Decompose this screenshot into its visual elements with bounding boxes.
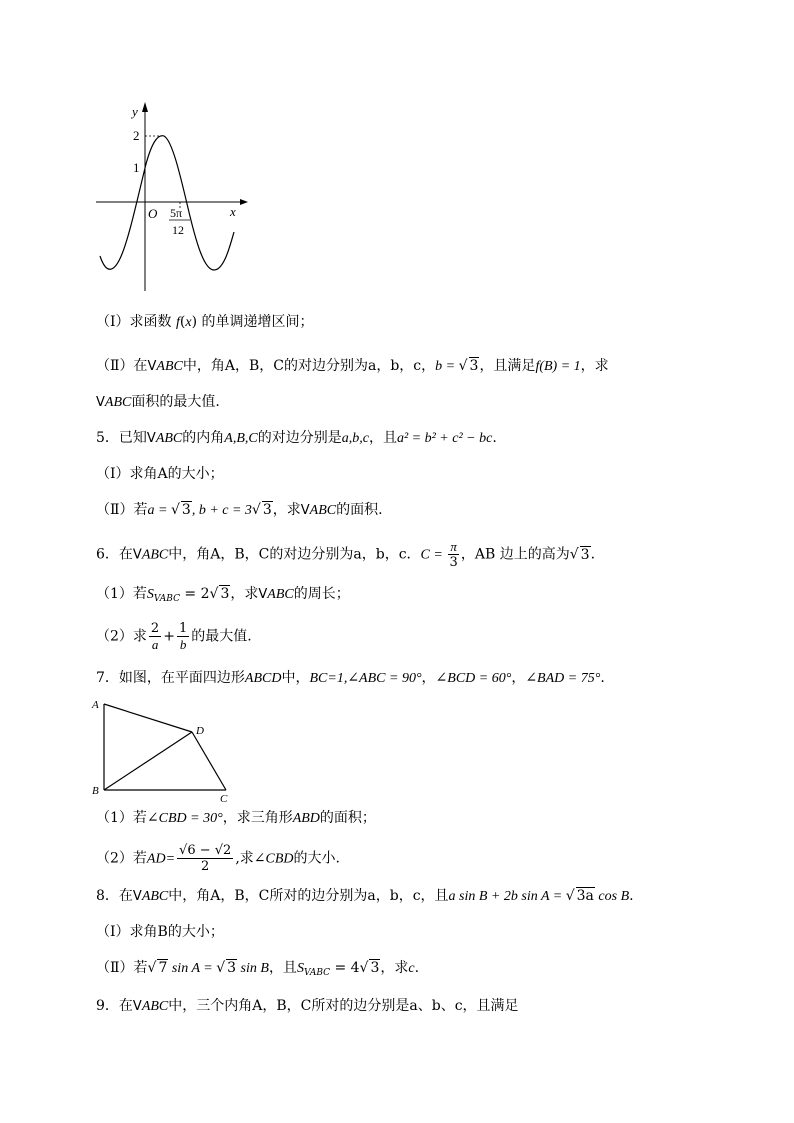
q6-f1-num: 2 [150,621,160,636]
q8-p2-c: c [408,961,415,976]
q4-line2-tri: ABC [104,395,132,410]
q8-p2-s: S [296,961,304,976]
q6-p1-end: 的周长； [293,586,350,602]
q7-angle2: ∠BCD = 60° [435,671,512,686]
q6-tri: ABC [141,547,169,563]
q5-angles: A,B,C [224,431,258,446]
q6-eq-c: C = [420,547,447,563]
x-mark-numerator: 5π [170,206,183,220]
q9-stem [96,996,519,1017]
q6-p1-sqrt: 3 [220,586,230,602]
q6-text2: ，AB 边上的高为 [460,546,570,563]
triangle-symbol: V [132,999,142,1014]
q7-quad: ABCD [244,671,282,686]
q4-part2-mid: 中，角A，B，C的对边分别为a，b，c， [182,358,436,374]
triangle-symbol: V [146,431,156,446]
q4-part2: （Ⅱ）在VABC中，角A，B，C的对边分别为a，b，c，b = √ 3，且满足f(B) = 1，求 [96,358,609,374]
triangle-symbol: V [132,547,142,563]
q6-part2 [96,622,252,651]
q8-eq: a sin B + 2b sin A = [448,889,566,904]
q4-func-var: x [185,315,192,330]
q8-part1: （Ⅰ）求角B的大小； [96,924,224,940]
q4-part2-prefix: （Ⅱ）在 [96,358,148,374]
q8-p2-sqrt4: 3 [370,960,380,976]
q6-f2-den: b [179,637,187,652]
q7-bc: BC=1, [309,671,348,686]
q7-angle3: ∠BAD = 75° [525,671,601,686]
q7-part1 [96,808,376,829]
q5-part2-prefix: （Ⅱ）若 [96,502,148,518]
q9-text: 中，三个内角A，B，C所对的边分别是a、b、c，且满足 [168,998,519,1014]
q6-f2-num: 1 [178,621,188,636]
q4-cond-sqrt: 3 [469,358,479,374]
origin-label: O [148,206,158,221]
vertex-a: A [92,699,99,711]
q4-func-name: f [175,315,180,330]
q6-frac-num: π [450,539,457,554]
q6-lead: 6．在 [96,546,133,563]
q5-equation: a² = b² + c² − bc [396,431,493,446]
q4-tri: ABC [156,359,183,374]
vertex-c: C [220,793,228,805]
q5-sides: a,b,c [341,431,369,446]
q8-p2-sub: VABC [303,968,330,978]
q7-part2 [96,844,340,873]
q8-end: . [629,888,634,904]
q8-p2-prefix: （Ⅱ）若 [96,960,148,976]
triangle-symbol: V [300,503,310,518]
triangle-symbol: V [147,359,157,374]
q7-text1: 中， [281,670,310,686]
q7-p2-angle: ∠CBD [253,851,294,867]
q8-eq-tail: cos B [594,889,630,904]
sine-curve [100,136,234,270]
q7-p2-den: 2 [201,859,210,874]
q5-part2-tri: ABC [309,503,337,518]
q7-stem [96,668,605,689]
sine-graph [88,96,258,296]
q4-cond-mid: ，且满足 [479,358,536,374]
q6-pi-over-3 [448,540,459,569]
q5-text1: 的内角 [182,430,225,446]
side-cd [192,732,226,790]
q7-p2-num: √6 − √2 [179,843,232,858]
q5-part2-end: 的面积. [336,502,383,518]
q8-tri: ABC [141,889,169,904]
y-tick-2: 2 [133,128,140,143]
q7-p1-text: ，求三角形 [222,810,293,826]
x-axis-label: x [230,204,236,219]
q5-tri: ABC [155,431,183,446]
q6-p1-tri: ABC [267,587,294,602]
triangle-symbol: V [96,395,105,410]
q5-lead: 5．已知 [96,430,147,446]
q6-p1-prefix: （1）若 [96,586,147,602]
q4-part1-prefix: （Ⅰ）求函数 [96,314,172,330]
q4-line2-text: 面积的最大值. [131,394,220,410]
q8-part2: （Ⅱ）若√ 7 sin A = √ 3 sin B，且$S_{VABC} = 4√$ 3，求c. [96,960,420,978]
q7-p1-prefix: （1）若 [96,810,147,826]
q5-part2-eq2: , b + c = 3 [191,503,252,518]
q6-plus: + [163,628,175,645]
q7-p2-end: 的大小. [293,850,340,867]
q8-p2-eq3: = 4 [330,960,360,976]
q7-end: . [600,670,605,686]
q6-p1-s: S [146,587,154,602]
q5-part2: （Ⅱ）若a = √ 3, b + c = 3√ 3，求VABC的面积. [96,502,383,518]
q8-p2-eq2: sin B [237,961,269,976]
q8-p2-tail: ，求 [380,960,409,976]
q8-p2-mid: ，且 [268,960,297,976]
q7-p2-ad: AD= [146,851,176,867]
q8-eq-sqrt: 3a [576,888,594,904]
q7-sep2: ， [511,670,526,686]
q6-part1: （1）若$S_{VABC} = 2√$ 3，求VABC的周长； [96,586,350,604]
y-axis-label: y [132,104,138,119]
q8-p2-sqrt7: 7 [158,960,168,976]
q5-part2-sqrt1: 3 [181,502,191,518]
q6-p1-eq: = 2 [179,586,210,602]
triangle-symbol: V [132,889,142,904]
q5-end: . [492,430,497,446]
x-axis-arrow [240,199,248,205]
q5-part2-mid: ，求 [272,502,301,518]
vertex-d: D [196,725,204,737]
q5-text2: 的对边分别是 [257,430,342,446]
q8-lead: 8．在 [96,888,133,904]
vertex-b: B [92,785,99,797]
y-tick-1: 1 [133,160,140,175]
q6-p1-sub: VABC [153,594,180,604]
q5-part2-sqrt2: 3 [262,502,272,518]
q5-text3: ，且 [368,430,397,446]
q7-p1-end: 的面积； [319,810,376,826]
q6-p1-mid: ，求 [230,586,259,602]
q4-part1: （Ⅰ）求函数 f(x) 的单调递增区间； [96,314,314,330]
q5-part2-eq1: a = [147,503,171,518]
q6-f1-den: a [151,637,159,652]
q4-part1-suffix: 的单调递增区间； [201,314,314,330]
q5-part1: （Ⅰ）求角A的大小； [96,466,224,482]
y-axis-arrow [142,102,148,112]
q6-stem: 6．在VABC中，角A，B，C的对边分别为a，b，c．C = $\frac{\pi}{3}$ ，AB 边上的高为√ 3. [96,539,596,570]
q7-p1-angle: ∠CBD = 30° [146,811,223,826]
q4-part2-tail: ，求 [580,358,609,374]
q9-tri: ABC [141,999,169,1014]
q4-cond-b: b = [435,359,459,374]
q8-p2-sqrt3: 3 [227,960,237,976]
q5-stem [96,428,497,449]
q4-part2-line2 [96,392,220,413]
q7-p1-tri: ABD [292,811,320,826]
x-mark-denominator: 12 [172,223,184,237]
q8-p2-end: . [414,960,420,976]
q4-cond-f: f(B) = 1 [535,359,581,374]
q6-frac-1-over-b [177,622,189,651]
q7-lead: 7．如图，在平面四边形 [96,670,245,686]
q6-text1: 中，角A，B，C的对边分别为a，b，c． [168,546,421,563]
q6-frac-den: 3 [449,555,458,570]
q7-p2-text: ,求 [235,850,254,867]
q6-p2-prefix: （2）求 [96,628,147,645]
side-da [104,704,192,732]
q8-stem: 8．在VABC中，角A，B，C所对的边分别为a，b，c，且a sin B + 2b sin A = √ 3a cos B. [96,888,634,904]
quadrilateral-figure [88,694,248,806]
q6-p2-end: 的最大值. [191,628,252,645]
q8-text1: 中，角A，B，C所对的边分别为a，b，c，且 [168,888,449,904]
q6-end: . [590,546,596,563]
q9-lead: 9．在 [96,998,133,1014]
q7-sep1: ， [421,670,436,686]
q7-p2-fraction [177,844,233,873]
q6-frac-2-over-a [149,622,161,651]
diagonal-bd [104,732,192,790]
q8-p2-eq1: sin A = [168,961,217,976]
q7-p2-prefix: （2）若 [96,850,147,867]
q7-angle1: ∠ABC = 90° [347,671,422,686]
q6-sqrt-h: 3 [580,546,590,563]
triangle-symbol: V [258,587,268,602]
